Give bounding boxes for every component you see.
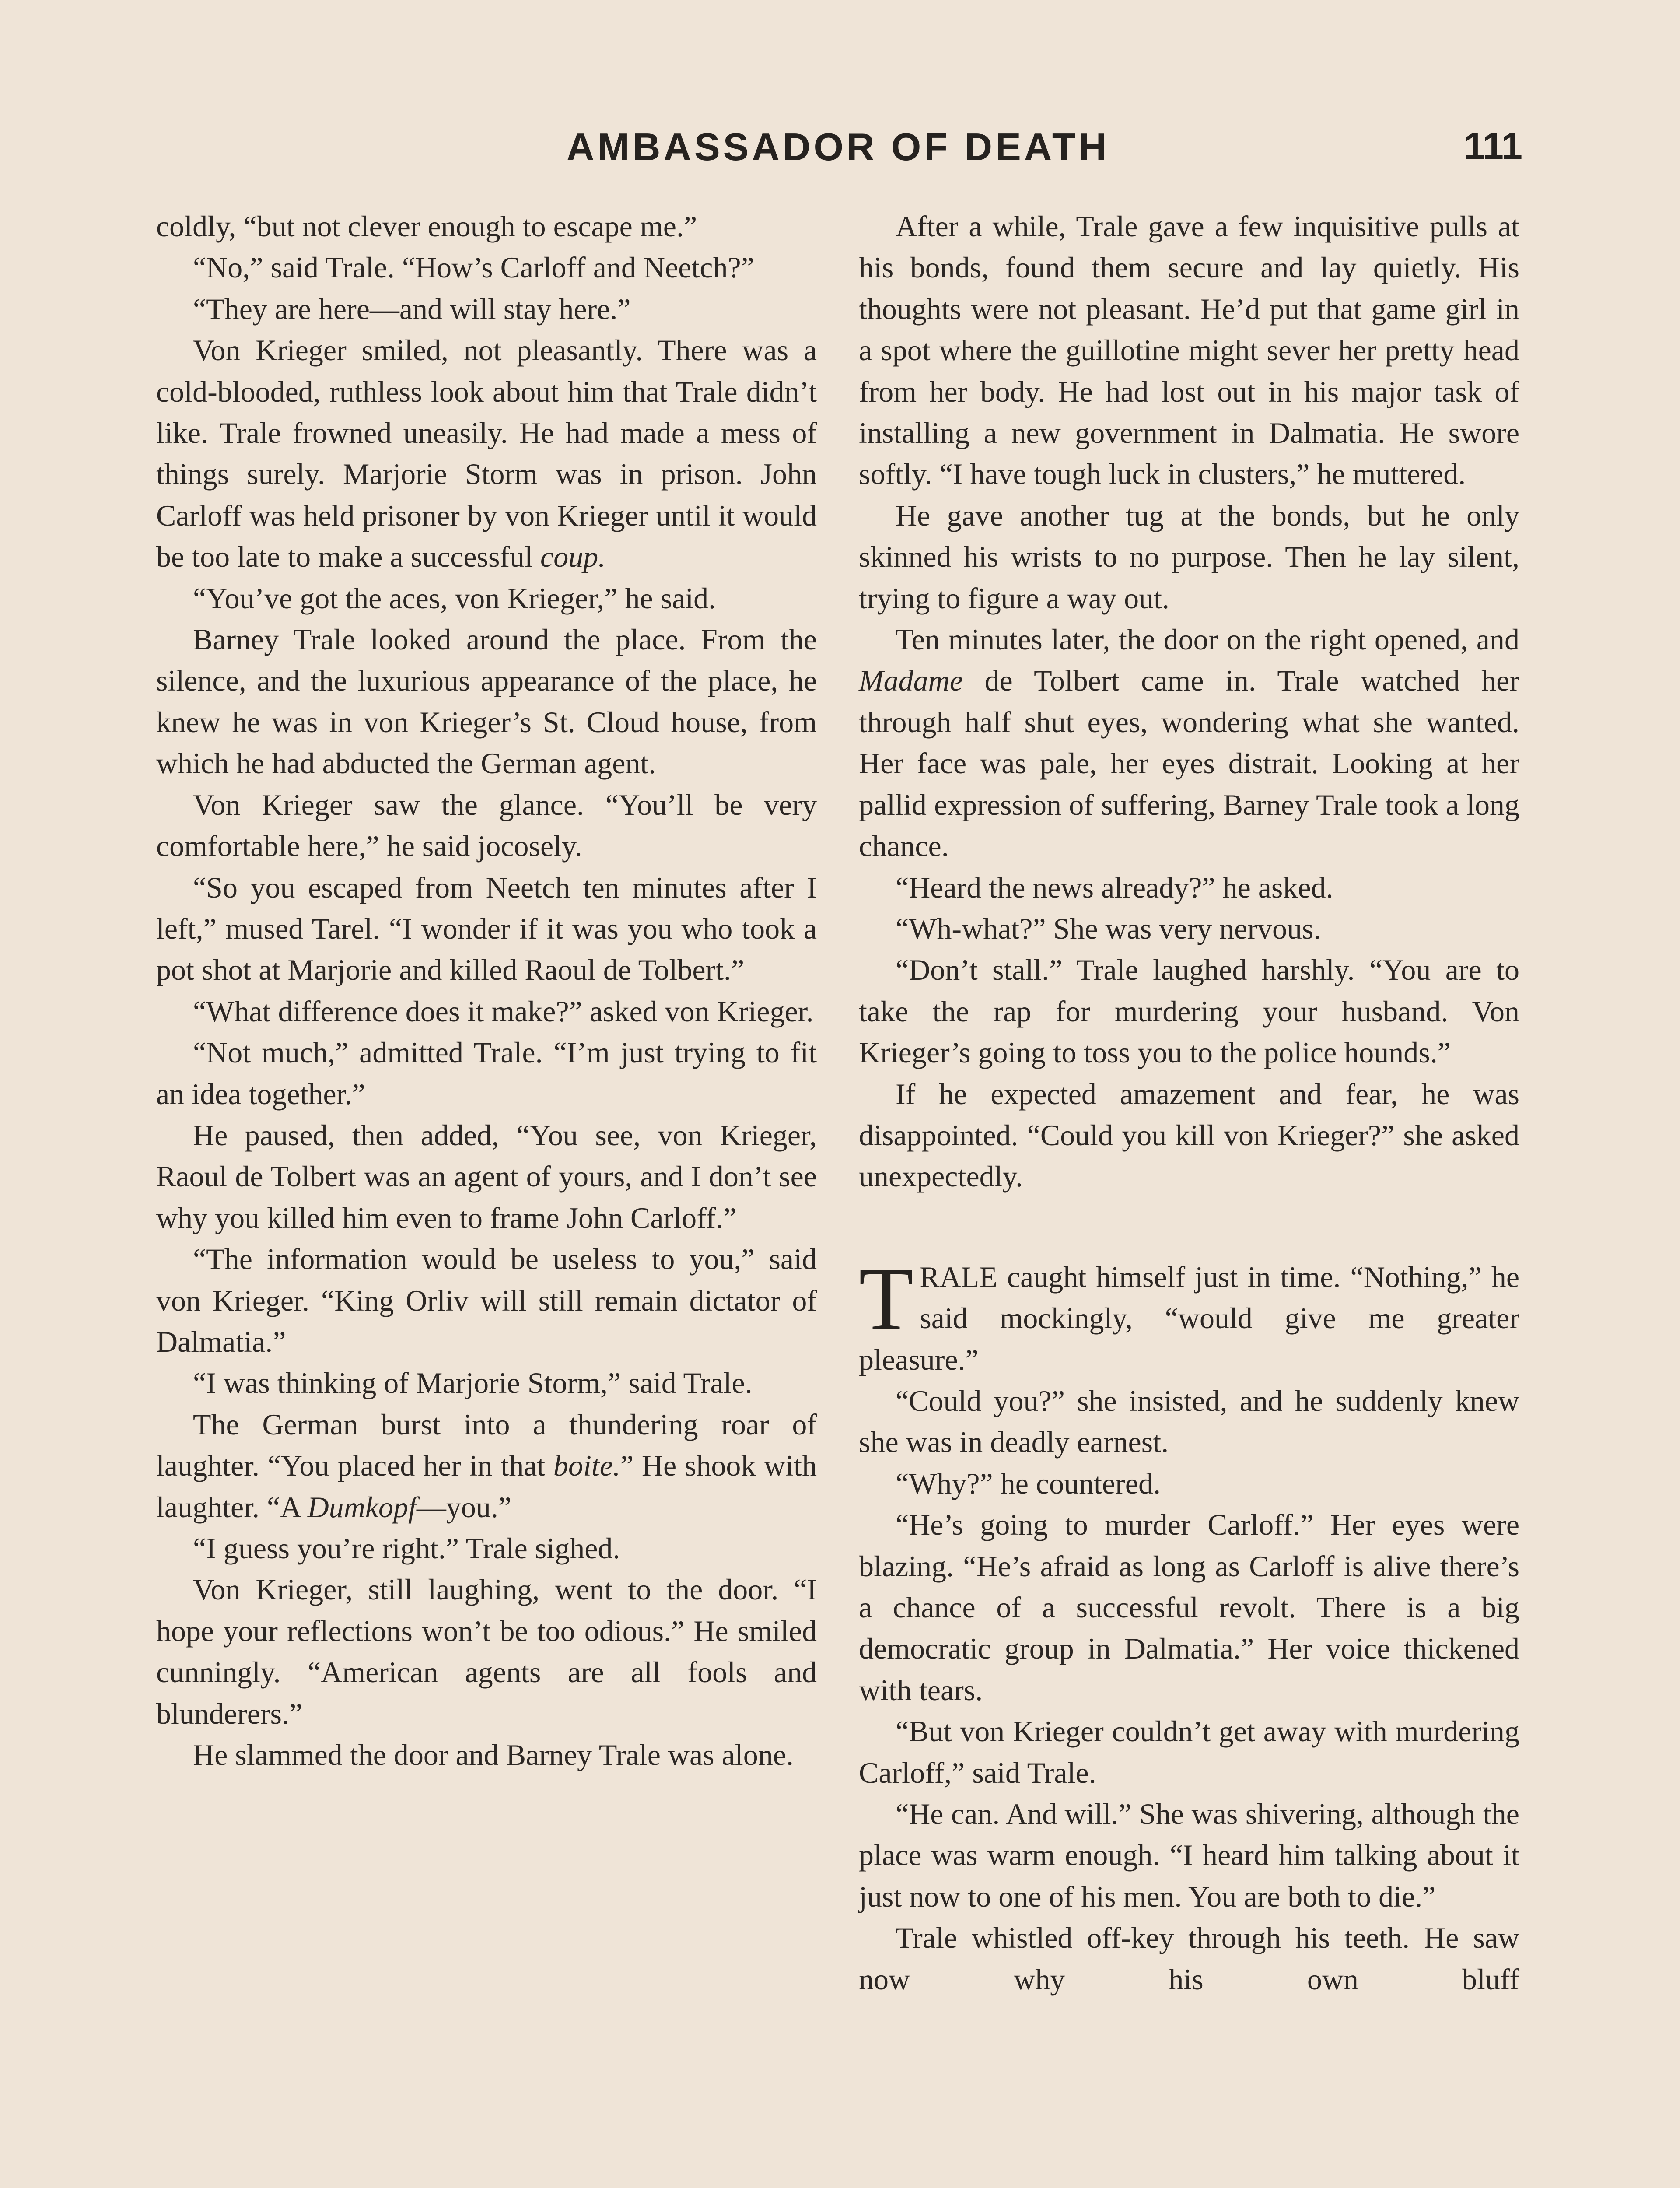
paragraph: “But von Krieger couldn’t get away with murdering Carloff,” said Trale. — [859, 1715, 1519, 1789]
section-break — [859, 1197, 1519, 1256]
paragraph: Von Krieger saw the glance. “You’ll be very comfortable here,” he said jocosely. — [156, 788, 817, 863]
paragraph: He gave another tug at the bonds, but he only skinned his wrists to no purpose. Then he lay silent, trying to figure a way out. — [859, 498, 1519, 615]
paragraph: He paused, then added, “You see, von Krieger, Raoul de Tolbert was an agent of yours, and I don’t see why you killed him even to frame John Carloff.” — [156, 1118, 817, 1234]
paragraph: If he expected amazement and fear, he was disappointed. “Could you kill von Krieger?” she asked unexpectedly. — [859, 1077, 1519, 1193]
italic-word: Madame — [859, 664, 963, 698]
paragraph: “No,” said Trale. “How’s Carloff and Neetch?” — [193, 251, 754, 284]
paragraph — [859, 619, 1519, 866]
paragraph: “I was thinking of Marjorie Storm,” said Trale. — [193, 1366, 752, 1400]
paragraph: “What difference does it make?” asked von Krieger. — [193, 994, 814, 1028]
running-title: AMBASSADOR OF DEATH — [567, 125, 1110, 168]
paragraph: “Wh-what?” She was very nervous. — [896, 912, 1321, 945]
paragraph: “Not much,” admitted Trale. “I’m just trying to fit an idea together.” — [156, 1036, 817, 1111]
paragraph: “I guess you’re right.” Trale sighed. — [193, 1532, 620, 1565]
italic-word: Dumkopf — [307, 1490, 416, 1524]
paragraph-text: de Tolbert came in. Trale watched her through half shut eyes, wondering what she wanted. Her face was pale, her eyes distrait. Looking at her pallid expression of suffering, Barney Trale took a long chance. — [859, 664, 1519, 863]
paragraph-text: —you.” — [416, 1490, 512, 1524]
page-number: 111 — [1464, 125, 1522, 167]
paragraph: Barney Trale looked around the place. From the silence, and the luxurious appearance of the place, he knew he was in von Krieger’s St. Cloud house, from which he had abducted the German agent. — [156, 623, 817, 780]
paragraph-text: Von Krieger smiled, not pleasantly. There was a cold-blooded, ruthless look about him that Trale didn’t like. Trale frowned uneasily. He had made a mess of things surely. Marjorie Storm was in prison. John Carloff was held prisoner by von Krieger until it would be too late to make a successful — [156, 333, 817, 574]
paragraph-text: RALE caught himself just in time. “Nothing,” he said mockingly, “would give me greater pleasure.” — [859, 1260, 1519, 1376]
paragraph: “He can. And will.” She was shivering, although the place was warm enough. “I heard him talking about it just now to one of his men. You are both to die.” — [859, 1797, 1519, 1913]
drop-cap: T — [859, 1249, 914, 1349]
paragraph: “You’ve got the aces, von Krieger,” he said. — [193, 581, 716, 615]
paragraph: “Heard the news already?” he asked. — [896, 870, 1334, 904]
left-column — [156, 206, 817, 1775]
paragraph — [156, 1404, 817, 1528]
italic-word: coup. — [540, 540, 606, 574]
paragraph: coldly, “but not clever enough to escape me.” — [156, 210, 697, 243]
paragraph: “Could you?” she insisted, and he suddenly knew she was in deadly earnest. — [859, 1384, 1519, 1459]
paragraph: “He’s going to murder Carloff.” Her eyes were blazing. “He’s afraid as long as Carloff is alive there’s a chance of a successful revolt. There is a big democratic group in Dalmatia.” Her voice thickened with tears. — [859, 1508, 1519, 1707]
paragraph — [156, 330, 817, 577]
paragraph: Trale whistled off-key through his teeth. He saw now why his own bluff — [859, 1921, 1519, 1996]
paragraph-with-dropcap — [859, 1249, 1519, 1380]
right-column — [859, 206, 1519, 2000]
italic-word: boite. — [553, 1449, 620, 1483]
paragraph: “Don’t stall.” Trale laughed harshly. “You are to take the rap for murdering your husband. Von Krieger’s going to toss you to the police hounds.” — [859, 953, 1519, 1069]
paragraph: After a while, Trale gave a few inquisitive pulls at his bonds, found them secure and lay quietly. His thoughts were not pleasant. He’d put that game girl in a spot where the guillotine might sever her pretty head from her body. He had lost out in his major task of installing a new government in Dalmatia. He swore softly. “I have tough luck in clusters,” he muttered. — [859, 210, 1519, 491]
paragraph: Von Krieger, still laughing, went to the door. “I hope your reflections won’t be too odious.” He smiled cunningly. “American agents are all fools and blunderers.” — [156, 1573, 817, 1730]
paragraph: “They are here—and will stay here.” — [193, 292, 631, 326]
paragraph: “Why?” he countered. — [896, 1466, 1161, 1500]
running-head — [567, 125, 1522, 173]
paragraph: He slammed the door and Barney Trale was alone. — [193, 1738, 794, 1772]
paragraph: “The information would be useless to you,” said von Krieger. “King Orliv will still remain dictator of Dalmatia.” — [156, 1242, 817, 1358]
paragraph: “So you escaped from Neetch ten minutes after I left,” mused Tarel. “I wonder if it was you who took a pot shot at Marjorie and killed Raoul de Tolbert.” — [156, 870, 817, 987]
paragraph-text: Ten minutes later, the door on the right opened, and — [896, 623, 1519, 656]
paragraph-text: ” He shook with laughter. “A — [156, 1449, 817, 1524]
paragraph-text: The German burst into a thundering roar of laughter. “You placed her in that — [156, 1407, 817, 1483]
